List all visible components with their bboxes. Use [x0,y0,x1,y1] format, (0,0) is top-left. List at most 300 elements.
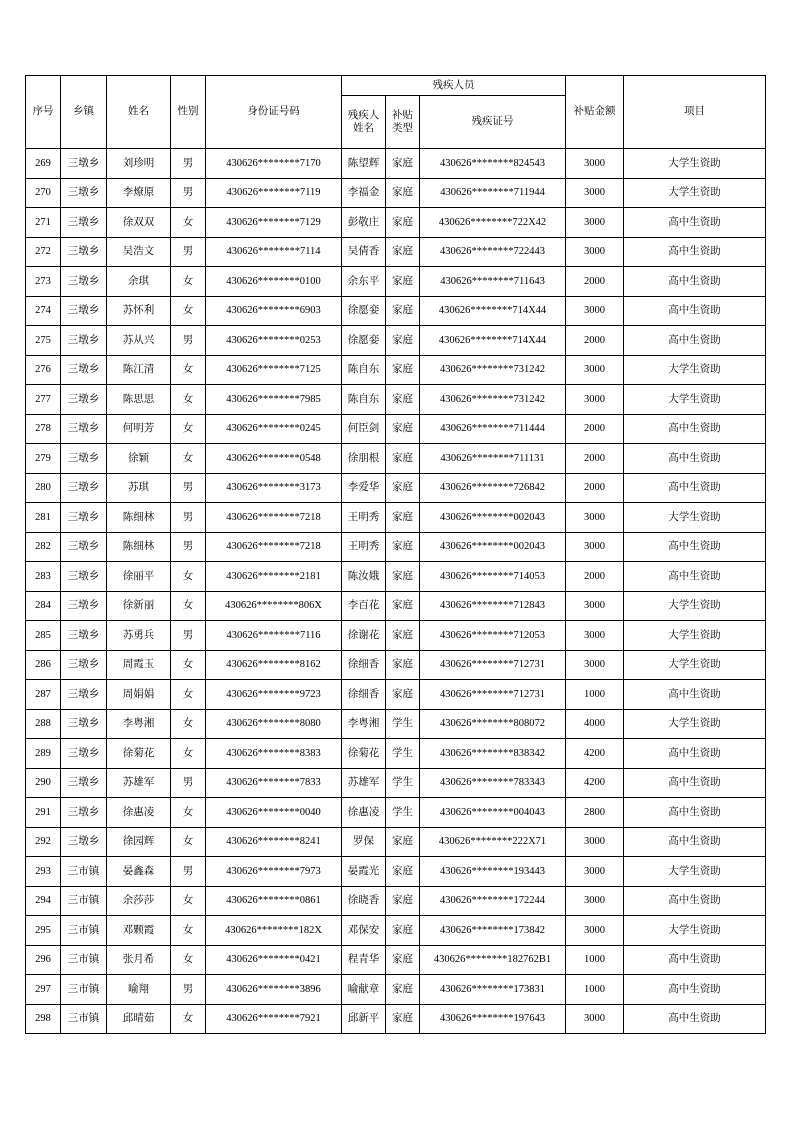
cell-seq: 287 [26,680,61,710]
cell-project: 大学生资助 [624,709,766,739]
cell-township: 三墩乡 [61,621,107,651]
cell-township: 三墩乡 [61,532,107,562]
cell-project: 高中生资助 [624,768,766,798]
cell-id_number: 430626********8162 [206,650,342,680]
cell-seq: 285 [26,621,61,651]
cell-disabled_name: 徐菊花 [342,739,386,769]
cell-gender: 女 [171,827,206,857]
cell-subsidy_type: 家庭 [386,945,420,975]
cell-name: 张月希 [107,945,171,975]
cell-id_number: 430626********7170 [206,149,342,179]
cell-disabled_cert: 430626********711643 [420,267,566,297]
table-row [26,916,766,946]
table-row [26,680,766,710]
cell-disabled_name: 罗保 [342,827,386,857]
cell-seq: 271 [26,208,61,238]
cell-disabled_name: 陈自东 [342,355,386,385]
cell-name: 李粤湘 [107,709,171,739]
cell-disabled_name: 程青华 [342,945,386,975]
cell-disabled_cert: 430626********808072 [420,709,566,739]
cell-amount: 2000 [566,267,624,297]
cell-name: 苏琪 [107,473,171,503]
cell-disabled_name: 喻献章 [342,975,386,1005]
table-row [26,739,766,769]
cell-name: 陈思思 [107,385,171,415]
cell-gender: 女 [171,562,206,592]
header-gender: 性别 [171,76,206,149]
table-row [26,857,766,887]
cell-subsidy_type: 家庭 [386,916,420,946]
cell-gender: 女 [171,945,206,975]
cell-id_number: 430626********7921 [206,1004,342,1034]
cell-disabled_cert: 430626********714X44 [420,296,566,326]
table-row [26,473,766,503]
table-row [26,237,766,267]
cell-seq: 280 [26,473,61,503]
table-body [26,149,766,1034]
cell-township: 三墩乡 [61,326,107,356]
table-row [26,1004,766,1034]
cell-gender: 女 [171,267,206,297]
cell-project: 高中生资助 [624,208,766,238]
cell-amount: 3000 [566,916,624,946]
cell-id_number: 430626********7973 [206,857,342,887]
cell-name: 徐双双 [107,208,171,238]
cell-township: 三市镇 [61,886,107,916]
header-seq: 序号 [26,76,61,149]
cell-subsidy_type: 家庭 [386,503,420,533]
cell-disabled_cert: 430626********222X71 [420,827,566,857]
cell-township: 三墩乡 [61,709,107,739]
cell-disabled_name: 陈自东 [342,385,386,415]
cell-disabled_name: 李粤湘 [342,709,386,739]
cell-disabled_cert: 430626********722X42 [420,208,566,238]
cell-disabled_name: 王明秀 [342,503,386,533]
table-row [26,709,766,739]
cell-disabled_name: 李百花 [342,591,386,621]
cell-disabled_cert: 430626********714053 [420,562,566,592]
cell-subsidy_type: 家庭 [386,385,420,415]
cell-project: 高中生资助 [624,473,766,503]
cell-id_number: 430626********0245 [206,414,342,444]
cell-disabled_cert: 430626********838342 [420,739,566,769]
cell-name: 苏雄军 [107,768,171,798]
table-row [26,444,766,474]
cell-disabled_cert: 430626********711444 [420,414,566,444]
cell-gender: 女 [171,886,206,916]
cell-id_number: 430626********3896 [206,975,342,1005]
cell-amount: 3000 [566,886,624,916]
cell-subsidy_type: 家庭 [386,178,420,208]
cell-id_number: 430626********0861 [206,886,342,916]
cell-project: 大学生资助 [624,621,766,651]
cell-gender: 男 [171,975,206,1005]
cell-township: 三市镇 [61,945,107,975]
cell-township: 三墩乡 [61,355,107,385]
cell-subsidy_type: 家庭 [386,886,420,916]
cell-id_number: 430626********806X [206,591,342,621]
cell-name: 晏鑫森 [107,857,171,887]
cell-amount: 3000 [566,503,624,533]
cell-gender: 女 [171,296,206,326]
cell-township: 三墩乡 [61,591,107,621]
table-row [26,149,766,179]
cell-gender: 女 [171,208,206,238]
cell-gender: 男 [171,857,206,887]
cell-subsidy_type: 家庭 [386,591,420,621]
cell-id_number: 430626********0548 [206,444,342,474]
cell-project: 高中生资助 [624,414,766,444]
cell-disabled_cert: 430626********731242 [420,355,566,385]
subsidy-table [25,75,766,1034]
cell-id_number: 430626********182X [206,916,342,946]
cell-subsidy_type: 家庭 [386,975,420,1005]
cell-subsidy_type: 家庭 [386,1004,420,1034]
cell-amount: 3000 [566,208,624,238]
cell-gender: 男 [171,621,206,651]
table-row [26,296,766,326]
cell-subsidy_type: 家庭 [386,296,420,326]
cell-amount: 2000 [566,473,624,503]
header-disabled-cert: 残疾证号 [420,96,566,149]
cell-seq: 293 [26,857,61,887]
cell-township: 三墩乡 [61,149,107,179]
cell-township: 三墩乡 [61,414,107,444]
cell-id_number: 430626********7985 [206,385,342,415]
cell-id_number: 430626********0040 [206,798,342,828]
cell-project: 高中生资助 [624,267,766,297]
cell-id_number: 430626********7218 [206,532,342,562]
cell-gender: 女 [171,1004,206,1034]
cell-project: 高中生资助 [624,296,766,326]
table-header [26,76,766,149]
cell-seq: 277 [26,385,61,415]
cell-amount: 3000 [566,532,624,562]
cell-township: 三墩乡 [61,503,107,533]
cell-seq: 289 [26,739,61,769]
cell-seq: 278 [26,414,61,444]
cell-township: 三墩乡 [61,178,107,208]
cell-project: 大学生资助 [624,178,766,208]
cell-amount: 3000 [566,857,624,887]
cell-amount: 3000 [566,385,624,415]
cell-id_number: 430626********7218 [206,503,342,533]
cell-project: 高中生资助 [624,827,766,857]
cell-amount: 3000 [566,621,624,651]
table-row [26,267,766,297]
cell-name: 陈江清 [107,355,171,385]
cell-disabled_cert: 430626********712843 [420,591,566,621]
cell-disabled_cert: 430626********002043 [420,532,566,562]
header-project: 项目 [624,76,766,149]
cell-name: 徐菊花 [107,739,171,769]
cell-disabled_name: 陈望辉 [342,149,386,179]
cell-amount: 3000 [566,296,624,326]
cell-subsidy_type: 家庭 [386,857,420,887]
cell-project: 大学生资助 [624,149,766,179]
cell-seq: 282 [26,532,61,562]
table-row [26,945,766,975]
cell-name: 陈细林 [107,503,171,533]
cell-name: 徐园辉 [107,827,171,857]
cell-id_number: 430626********2181 [206,562,342,592]
cell-project: 高中生资助 [624,1004,766,1034]
cell-disabled_name: 晏霞光 [342,857,386,887]
cell-disabled_cert: 430626********173842 [420,916,566,946]
cell-id_number: 430626********8241 [206,827,342,857]
cell-id_number: 430626********7114 [206,237,342,267]
table-row [26,798,766,828]
cell-disabled_name: 徐惠凌 [342,798,386,828]
cell-subsidy_type: 家庭 [386,562,420,592]
cell-disabled_name: 王明秀 [342,532,386,562]
table-row [26,503,766,533]
cell-gender: 男 [171,326,206,356]
cell-gender: 女 [171,680,206,710]
cell-township: 三墩乡 [61,562,107,592]
cell-amount: 1000 [566,680,624,710]
cell-id_number: 430626********7125 [206,355,342,385]
cell-name: 苏怀利 [107,296,171,326]
cell-disabled_name: 徐愿娈 [342,296,386,326]
cell-subsidy_type: 学生 [386,739,420,769]
cell-seq: 286 [26,650,61,680]
cell-id_number: 430626********0100 [206,267,342,297]
cell-disabled_name: 吴倩香 [342,237,386,267]
cell-disabled_cert: 430626********193443 [420,857,566,887]
cell-amount: 2800 [566,798,624,828]
cell-name: 余琪 [107,267,171,297]
cell-id_number: 430626********0421 [206,945,342,975]
cell-disabled_name: 邓保安 [342,916,386,946]
cell-amount: 1000 [566,945,624,975]
cell-township: 三墩乡 [61,237,107,267]
cell-township: 三墩乡 [61,827,107,857]
cell-name: 邱晴茹 [107,1004,171,1034]
cell-seq: 284 [26,591,61,621]
cell-disabled_cert: 430626********173831 [420,975,566,1005]
cell-id_number: 430626********7833 [206,768,342,798]
cell-project: 大学生资助 [624,385,766,415]
cell-township: 三墩乡 [61,739,107,769]
cell-gender: 女 [171,739,206,769]
cell-amount: 3000 [566,1004,624,1034]
cell-seq: 294 [26,886,61,916]
cell-gender: 女 [171,650,206,680]
cell-township: 三墩乡 [61,296,107,326]
cell-disabled_name: 徐愿娈 [342,326,386,356]
cell-name: 余莎莎 [107,886,171,916]
cell-disabled_cert: 430626********711131 [420,444,566,474]
cell-project: 大学生资助 [624,591,766,621]
cell-amount: 2000 [566,562,624,592]
cell-subsidy_type: 家庭 [386,680,420,710]
cell-project: 大学生资助 [624,857,766,887]
cell-disabled_cert: 430626********722443 [420,237,566,267]
cell-subsidy_type: 学生 [386,768,420,798]
table-row [26,827,766,857]
cell-project: 大学生资助 [624,355,766,385]
cell-seq: 275 [26,326,61,356]
cell-subsidy_type: 学生 [386,798,420,828]
cell-name: 徐丽平 [107,562,171,592]
header-id-number: 身份证号码 [206,76,342,149]
table-row [26,650,766,680]
cell-township: 三市镇 [61,857,107,887]
cell-project: 高中生资助 [624,532,766,562]
cell-name: 何明芳 [107,414,171,444]
cell-gender: 女 [171,414,206,444]
cell-disabled_cert: 430626********726842 [420,473,566,503]
cell-disabled_name: 苏雄军 [342,768,386,798]
cell-project: 高中生资助 [624,237,766,267]
cell-amount: 4200 [566,768,624,798]
cell-name: 李燎原 [107,178,171,208]
cell-amount: 3000 [566,237,624,267]
cell-id_number: 430626********7116 [206,621,342,651]
header-subsidy-amount: 补贴金额 [566,76,624,149]
cell-name: 吴浩文 [107,237,171,267]
cell-amount: 3000 [566,591,624,621]
cell-gender: 男 [171,768,206,798]
cell-disabled_name: 徐谢花 [342,621,386,651]
cell-amount: 1000 [566,975,624,1005]
cell-seq: 274 [26,296,61,326]
cell-disabled_name: 彭敬庄 [342,208,386,238]
cell-disabled_cert: 430626********824543 [420,149,566,179]
cell-subsidy_type: 家庭 [386,326,420,356]
cell-disabled_name: 徐晓香 [342,886,386,916]
cell-id_number: 430626********8383 [206,739,342,769]
table-row [26,886,766,916]
cell-disabled_cert: 430626********783343 [420,768,566,798]
cell-township: 三市镇 [61,1004,107,1034]
cell-project: 高中生资助 [624,798,766,828]
cell-name: 周霞玉 [107,650,171,680]
cell-subsidy_type: 家庭 [386,149,420,179]
cell-township: 三墩乡 [61,267,107,297]
cell-seq: 288 [26,709,61,739]
cell-name: 徐惠凌 [107,798,171,828]
cell-seq: 276 [26,355,61,385]
cell-project: 高中生资助 [624,680,766,710]
cell-amount: 3000 [566,355,624,385]
cell-gender: 男 [171,178,206,208]
cell-disabled_name: 李福金 [342,178,386,208]
cell-amount: 2000 [566,444,624,474]
cell-seq: 272 [26,237,61,267]
table-row [26,591,766,621]
table-row [26,532,766,562]
cell-seq: 292 [26,827,61,857]
cell-name: 徐颖 [107,444,171,474]
cell-disabled_cert: 430626********182762B1 [420,945,566,975]
cell-disabled_name: 徐细香 [342,680,386,710]
header-disabled-group: 残疾人员 [342,76,566,96]
cell-subsidy_type: 家庭 [386,208,420,238]
cell-disabled_name: 何臣剑 [342,414,386,444]
cell-township: 三墩乡 [61,208,107,238]
cell-gender: 男 [171,149,206,179]
header-subsidy-type: 补贴类型 [386,96,420,149]
cell-disabled_name: 李爱华 [342,473,386,503]
cell-gender: 女 [171,444,206,474]
cell-id_number: 430626********7129 [206,208,342,238]
cell-subsidy_type: 家庭 [386,237,420,267]
cell-disabled_cert: 430626********172244 [420,886,566,916]
cell-project: 高中生资助 [624,326,766,356]
table-row [26,975,766,1005]
table-row [26,178,766,208]
cell-disabled_cert: 430626********731242 [420,385,566,415]
cell-subsidy_type: 家庭 [386,621,420,651]
table-row [26,208,766,238]
cell-name: 喻翔 [107,975,171,1005]
table-row [26,414,766,444]
cell-project: 高中生资助 [624,975,766,1005]
cell-amount: 4000 [566,709,624,739]
cell-id_number: 430626********9723 [206,680,342,710]
cell-subsidy_type: 家庭 [386,444,420,474]
cell-subsidy_type: 家庭 [386,355,420,385]
cell-seq: 279 [26,444,61,474]
cell-project: 高中生资助 [624,562,766,592]
cell-seq: 295 [26,916,61,946]
cell-subsidy_type: 家庭 [386,827,420,857]
cell-disabled_cert: 430626********712053 [420,621,566,651]
cell-gender: 男 [171,473,206,503]
table-row [26,385,766,415]
cell-project: 高中生资助 [624,739,766,769]
cell-id_number: 430626********6903 [206,296,342,326]
table-row [26,768,766,798]
cell-disabled_name: 徐朋根 [342,444,386,474]
cell-disabled_cert: 430626********712731 [420,680,566,710]
cell-township: 三市镇 [61,975,107,1005]
cell-amount: 2000 [566,326,624,356]
cell-disabled_name: 余东平 [342,267,386,297]
cell-disabled_cert: 430626********714X44 [420,326,566,356]
table-row [26,326,766,356]
table-row [26,562,766,592]
header-name: 姓名 [107,76,171,149]
header-township: 乡镇 [61,76,107,149]
cell-seq: 296 [26,945,61,975]
cell-township: 三墩乡 [61,680,107,710]
header-disabled-name: 残疾人姓名 [342,96,386,149]
cell-seq: 290 [26,768,61,798]
cell-seq: 270 [26,178,61,208]
cell-seq: 269 [26,149,61,179]
cell-subsidy_type: 家庭 [386,650,420,680]
cell-project: 大学生资助 [624,650,766,680]
cell-disabled_name: 邱新平 [342,1004,386,1034]
cell-disabled_cert: 430626********712731 [420,650,566,680]
cell-id_number: 430626********3173 [206,473,342,503]
cell-gender: 女 [171,709,206,739]
cell-project: 大学生资助 [624,503,766,533]
cell-name: 陈细林 [107,532,171,562]
cell-amount: 3000 [566,827,624,857]
cell-id_number: 430626********8080 [206,709,342,739]
cell-subsidy_type: 家庭 [386,532,420,562]
cell-gender: 女 [171,385,206,415]
cell-name: 苏勇兵 [107,621,171,651]
cell-township: 三墩乡 [61,473,107,503]
cell-name: 邓颗霞 [107,916,171,946]
cell-amount: 3000 [566,650,624,680]
cell-seq: 298 [26,1004,61,1034]
